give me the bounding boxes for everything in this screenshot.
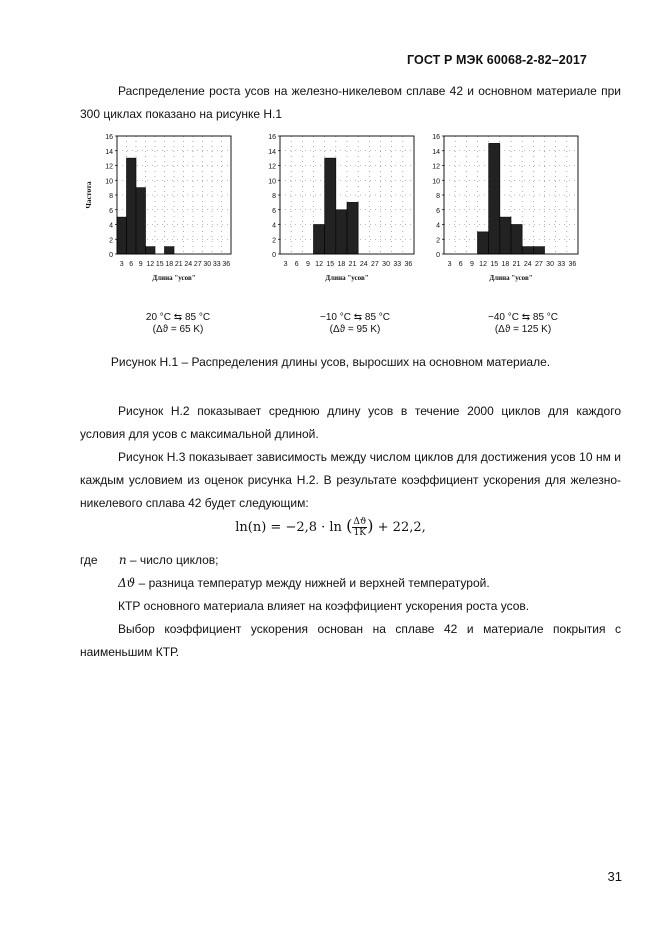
- where-line-n: [80, 549, 219, 572]
- y-tick-label: 8: [436, 193, 440, 200]
- where-line-delta: [118, 572, 490, 595]
- y-tick-label: 14: [105, 148, 113, 156]
- y-tick-label: 14: [432, 148, 440, 156]
- y-tick-label: 6: [272, 207, 276, 215]
- histogram-chart-3: [420, 128, 585, 288]
- formula-numerator: Δϑ: [353, 517, 367, 527]
- formula-right: + 22,2,: [377, 520, 426, 535]
- y-tick-label: 6: [436, 207, 440, 215]
- x-tick-label-15: 15: [155, 261, 164, 268]
- x-tick-label-36: 36: [404, 261, 413, 268]
- x-tick-label-12: 12: [315, 261, 323, 268]
- bar-9: [136, 188, 146, 254]
- x-tick-label-24: 24: [523, 261, 532, 268]
- paragraph-figure-h3: Рисунок Н.3 показывает зависимость между числом циклов для достижения усов 10 нм и каждым условием из оценок рисунка Н.2. В результате коэффициент ускорения для железно-никелевого сплава 42 будет следующим:: [80, 450, 621, 510]
- intro-paragraph: Распределение роста усов на железно-никелевом сплаве 42 и основном материале при 300 циклах показано на рисунке Н.1: [80, 84, 621, 121]
- y-tick-label: 2: [272, 237, 276, 245]
- x-tick-label-21: 21: [174, 261, 183, 268]
- paragraph-figure-h2: Рисунок Н.2 показывает среднюю длину усов в течение 2000 циклов для каждого условия для усов с максимальной длиной.: [80, 404, 621, 441]
- figure-caption: Рисунок Н.1 – Распределения длины усов, выросших на основном материале.: [110, 355, 551, 369]
- document-code: ГОСТ Р МЭК 60068-2-82–2017: [407, 53, 587, 67]
- x-tick-label-12: 12: [479, 261, 487, 268]
- chart-2-condition: −10 °C ⇆ 85 °C: [319, 312, 391, 323]
- bar-18: [500, 217, 511, 254]
- y-tick-label: 6: [109, 207, 113, 215]
- y-tick-label: 0: [272, 252, 276, 259]
- y-tick-label: 10: [105, 178, 113, 186]
- bar-6: [127, 158, 137, 254]
- chart-1-condition: 20 °C ⇆ 85 °C: [145, 312, 211, 323]
- bar-24: [522, 247, 533, 254]
- x-tick-label-33: 33: [393, 261, 402, 268]
- where-n-text: – число циклов;: [126, 553, 219, 567]
- y-tick-label: 8: [272, 193, 276, 200]
- histogram-chart-1: [85, 128, 235, 288]
- x-tick-label-33: 33: [557, 261, 566, 268]
- where-delta-symbol: Δϑ: [118, 576, 136, 590]
- formula: ln(n) = −2,8 · ln ( $\frac{\Delta ϑ}{1K}$ ) + 22,2,: [235, 516, 426, 538]
- x-axis-label: Длина "усов": [325, 274, 369, 282]
- x-tick-label-9: 9: [469, 261, 474, 268]
- bar-12: [314, 225, 325, 255]
- bar-12: [146, 247, 156, 254]
- page-number: 31: [607, 869, 622, 884]
- bar-18: [336, 210, 347, 254]
- paragraph-selection: Выбор коэффициент ускорения основан на сплаве 42 и материале покрытия с наименьшим КТР.: [80, 622, 621, 659]
- y-tick-label: 0: [109, 252, 113, 259]
- x-tick-label-27: 27: [371, 261, 379, 268]
- x-tick-label-24: 24: [359, 261, 368, 268]
- bar-15: [489, 143, 500, 254]
- x-tick-label-6: 6: [294, 261, 299, 268]
- y-axis-label: Частота: [84, 181, 93, 209]
- x-tick-label-15: 15: [490, 261, 499, 268]
- x-tick-label-9: 9: [138, 261, 143, 268]
- x-tick-label-12: 12: [146, 261, 155, 268]
- formula-left: ln(n) = −2,8 · ln: [235, 520, 342, 535]
- x-tick-label-18: 18: [501, 261, 510, 268]
- x-tick-label-6: 6: [458, 261, 463, 268]
- y-tick-label: 4: [272, 222, 276, 230]
- y-tick-label: 16: [268, 134, 276, 141]
- x-axis-label: Длина "усов": [489, 274, 533, 282]
- bar-21: [511, 225, 522, 255]
- x-tick-label-3: 3: [119, 261, 124, 268]
- y-tick-label: 2: [436, 237, 440, 245]
- y-tick-label: 12: [268, 163, 276, 171]
- chart-1-delta: (Δϑ = 65 K): [152, 324, 204, 335]
- formula-fraction: [352, 517, 367, 538]
- x-tick-label-21: 21: [512, 261, 521, 268]
- bar-21: [347, 202, 358, 254]
- where-delta-text: – разница температур между нижней и верхней температурой.: [135, 576, 490, 590]
- bar-3: [117, 217, 127, 254]
- y-tick-label: 4: [109, 222, 113, 230]
- y-tick-label: 4: [436, 222, 440, 230]
- bar-18: [165, 247, 175, 254]
- x-tick-label-30: 30: [382, 261, 390, 268]
- histogram-chart-2: [258, 128, 418, 288]
- bar-15: [325, 158, 336, 254]
- y-tick-label: 8: [109, 193, 113, 200]
- x-tick-label-33: 33: [212, 261, 221, 268]
- x-tick-label-3: 3: [447, 261, 452, 268]
- paragraph-ktr: КТР основного материала влияет на коэффициент ускорения роста усов.: [118, 599, 530, 613]
- x-tick-label-6: 6: [129, 261, 134, 268]
- x-tick-label-27: 27: [193, 261, 202, 268]
- y-tick-label: 14: [268, 148, 276, 156]
- x-tick-label-21: 21: [348, 261, 357, 268]
- y-tick-label: 16: [105, 134, 113, 141]
- x-tick-label-36: 36: [568, 261, 577, 268]
- bar-27: [533, 247, 544, 254]
- x-tick-label-36: 36: [222, 261, 231, 268]
- x-tick-label-24: 24: [184, 261, 193, 268]
- where-label: где: [80, 553, 98, 567]
- bar-12: [478, 232, 489, 254]
- chart-3-condition: −40 °C ⇆ 85 °C: [487, 312, 559, 323]
- y-tick-label: 10: [268, 178, 276, 186]
- y-tick-label: 12: [432, 163, 440, 171]
- x-axis-label: Длина "усов": [152, 274, 196, 282]
- chart-3-delta: (Δϑ = 125 K): [494, 324, 552, 335]
- x-tick-label-18: 18: [337, 261, 346, 268]
- x-tick-label-27: 27: [535, 261, 543, 268]
- y-tick-label: 10: [432, 178, 440, 186]
- formula-denominator: 1K: [353, 528, 367, 538]
- x-tick-label-30: 30: [546, 261, 554, 268]
- y-tick-label: 0: [436, 252, 440, 259]
- y-tick-label: 2: [109, 237, 113, 245]
- y-tick-label: 12: [105, 163, 113, 171]
- x-tick-label-3: 3: [283, 261, 288, 268]
- x-tick-label-15: 15: [326, 261, 335, 268]
- x-tick-label-18: 18: [165, 261, 174, 268]
- x-tick-label-9: 9: [305, 261, 310, 268]
- where-n-symbol: n: [118, 553, 127, 567]
- y-tick-label: 16: [432, 134, 440, 141]
- chart-2-delta: (Δϑ = 95 K): [329, 324, 381, 335]
- x-tick-label-30: 30: [203, 261, 212, 268]
